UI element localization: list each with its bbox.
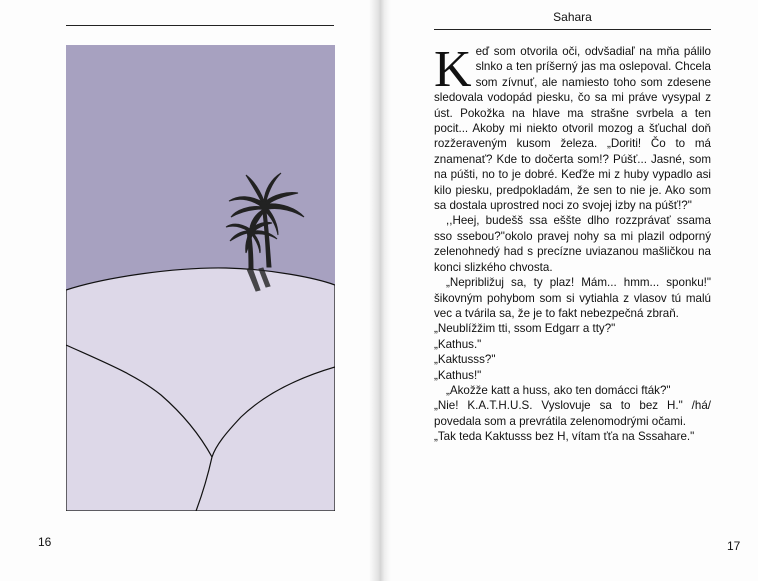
paragraph-9: „Nie! K.A.T.H.U.S. Vyslovuje sa to bez H." /há/ povedala som a prevrátila zelenomodrými očami.	[434, 399, 711, 428]
paragraph-3: „Nepribližuj sa, ty plaz! Mám... hmm... sponku!" šikovným pohybom som si vytiahla z vlasov tú malú vec a tvárila sa, že je to fakt nebezpečná zbraň.	[434, 276, 711, 320]
paragraph-1	[434, 41, 711, 213]
page-number-left: 16	[38, 535, 52, 549]
paragraph-1-text: eď som otvorila oči, odvšadiaľ na mňa pálilo slnko a ten príšerný jas ma oslepoval. Chcela som zívnuť, ale namiesto toho som zdesene sledovala vodopád piesku, čo sa mi práve vysypal z úst. Pokožka na hlave ma strašne svrbela a ten pocit... Akoby mi niekto otvoril mozog a šťuchal doň rozžeraveným kusom železa. „Doriti! Čo to má znamenať? Kde to dočerta som!? Púšť... Jasné, som na púšti, no to je dobré. Keďže mi z huby vypadlo asi kilo piesku, predpokladám, že sen to nie je. Ako som sa dostala uprostred noci zo svojej izby na púšť!?"	[434, 45, 711, 213]
paragraph-7: „Kathus!"	[434, 368, 482, 382]
right-header-rule	[434, 29, 711, 30]
paragraph-10: „Tak teda Kaktusss bez H, vítam ťťa na Sssahare."	[434, 430, 695, 444]
paragraph-2: ,,Heej, budešš ssa eššte dlho rozzprávať ssama sso ssebou?"okolo pravej nohy sa mi plazil odporný zelenohnedý had s precízne uviazanou mašličkou na konci slizkého chvosta.	[434, 214, 711, 274]
paragraph-4: „Neublížžim tti, ssom Edgarr a tty?"	[434, 322, 616, 336]
drop-cap: K	[434, 41, 472, 98]
paragraph-5: „Kathus."	[434, 337, 482, 351]
page-number-right: 17	[727, 539, 741, 553]
left-header-rule	[66, 25, 334, 26]
paragraph-6: „Kaktusss?"	[434, 353, 496, 367]
main-dune	[66, 268, 335, 511]
paragraph-8: „Akožže katt a huss, ako ten domácci fták?"	[446, 383, 671, 397]
book-spine-shadow	[369, 0, 391, 581]
palm-dune-illustration	[66, 45, 335, 511]
running-head: Sahara	[553, 10, 592, 24]
story-text	[434, 41, 711, 445]
